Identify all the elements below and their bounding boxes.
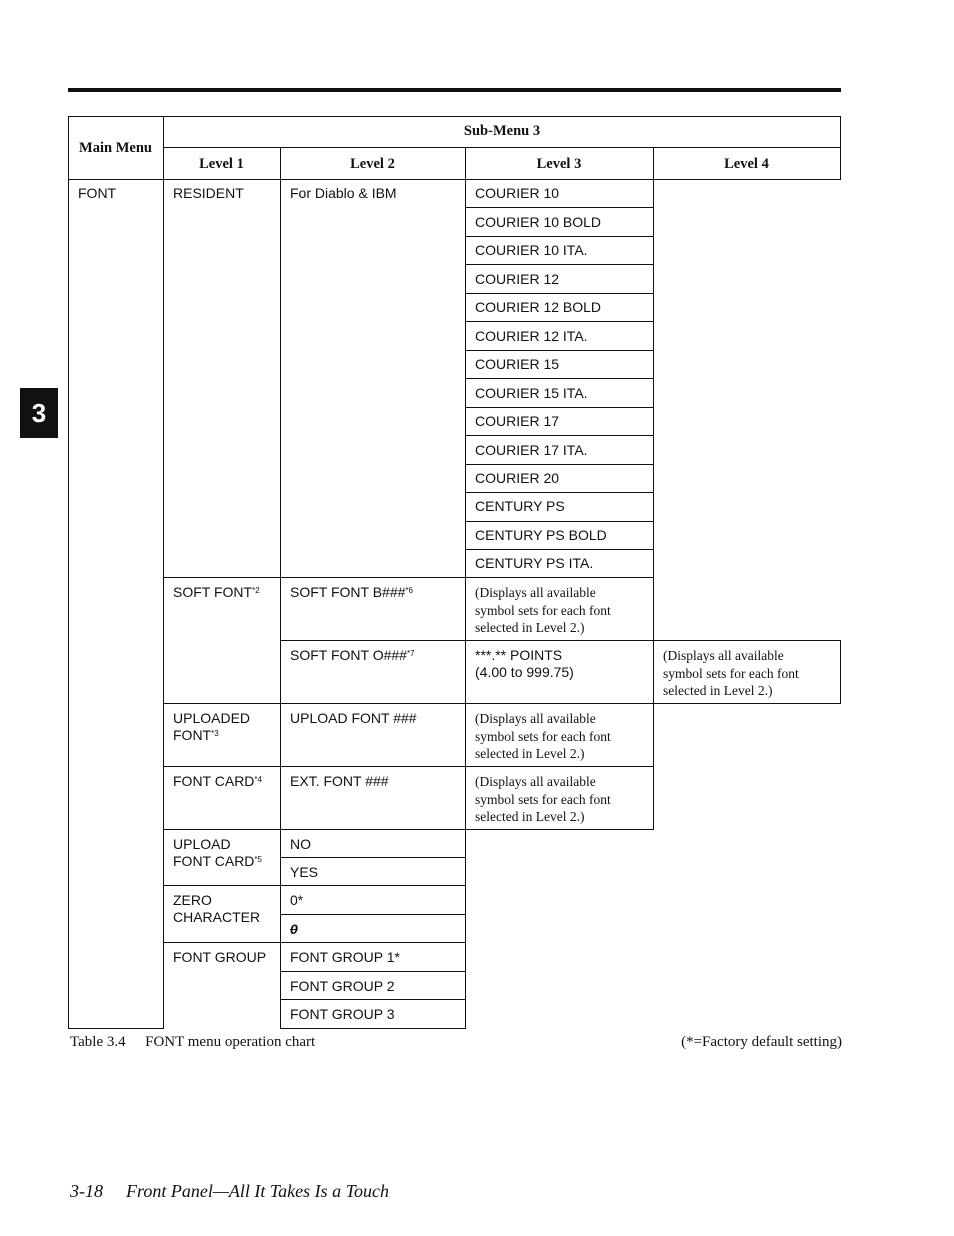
table-line [465, 293, 654, 294]
caption-label: Table 3.4 [70, 1034, 126, 1050]
level3-soft-font-b-note [475, 584, 611, 637]
table-line [68, 1028, 164, 1029]
table-line [280, 971, 466, 972]
font-card-label: FONT CARD [173, 773, 255, 789]
table-line [280, 857, 466, 858]
header-level-2: Level 2 [350, 156, 395, 172]
table-line [68, 116, 841, 117]
zero-character-line2: CHARACTER [173, 909, 261, 925]
table-line [163, 942, 466, 943]
header-level-4: Level 4 [724, 156, 769, 172]
table-line [280, 914, 466, 915]
level4-soft-font-o-note [663, 647, 799, 700]
table-line [465, 435, 654, 436]
table-line [465, 264, 654, 265]
table-line [163, 577, 654, 578]
table-line [465, 321, 654, 322]
page-footer [70, 1181, 389, 1202]
table-line [68, 116, 69, 1029]
level1-upload-font-card [173, 836, 262, 870]
note-line: symbol sets for each font [475, 791, 611, 807]
points-range: (4.00 to 999.75) [475, 664, 574, 680]
level1-resident: RESIDENT [173, 185, 244, 201]
note-line: symbol sets for each font [663, 665, 799, 681]
table-line [465, 549, 654, 550]
resident-font-item: COURIER 12 [475, 271, 560, 287]
level1-soft-font [173, 584, 260, 601]
table-line [465, 378, 654, 379]
table-line [465, 521, 654, 522]
header-level-3: Level 3 [536, 156, 582, 172]
resident-font-item: COURIER 10 [475, 185, 560, 201]
header-main-menu: Main Menu [79, 140, 152, 156]
caption-title: FONT menu operation chart [145, 1034, 316, 1050]
option-zero-slashed [290, 921, 298, 938]
option-font-group: FONT GROUP 3 [290, 1006, 395, 1022]
zero-character-line1: ZERO [173, 892, 212, 908]
table-line [465, 179, 466, 1029]
option-font-group: FONT GROUP 1* [290, 949, 400, 965]
table-line [163, 179, 164, 1029]
note-line: (Displays all available [475, 585, 596, 600]
table-line [280, 999, 466, 1000]
resident-font-item: COURIER 10 ITA. [475, 242, 588, 258]
soft-font-label: SOFT FONT [173, 584, 253, 600]
option-font-group: FONT GROUP 2 [290, 978, 395, 994]
table-line [465, 350, 654, 351]
note-line: symbol sets for each font [475, 728, 611, 744]
upload-font-card-line2 [173, 853, 262, 870]
table-line [840, 640, 841, 704]
resident-font-item: COURIER 20 [475, 470, 560, 486]
table-line [163, 766, 654, 767]
note-line: (Displays all available [475, 774, 596, 789]
resident-font-item: COURIER 12 ITA. [475, 328, 588, 344]
uploaded-font-line1: UPLOADED [173, 710, 251, 726]
note-line: selected in Level 2.) [663, 683, 773, 698]
table-line [465, 207, 654, 208]
table-line [280, 640, 841, 641]
level2-ext-font: EXT. FONT ### [290, 773, 389, 789]
resident-font-item: COURIER 17 [475, 413, 560, 429]
table-line [465, 407, 654, 408]
level2-diablo-ibm: For Diablo & IBM [290, 185, 397, 201]
top-rule [68, 88, 841, 92]
note-line: (Displays all available [663, 648, 784, 663]
level1-font-group: FONT GROUP [173, 949, 267, 965]
upload-font-card-label: FONT CARD [173, 853, 255, 869]
resident-font-item: COURIER 15 [475, 356, 560, 372]
note-line: (Displays all available [475, 711, 596, 726]
table-line [163, 147, 841, 148]
table-line [465, 492, 654, 493]
table-line [280, 1028, 466, 1029]
note-line: symbol sets for each font [475, 602, 611, 618]
footnote-ref: *7 [406, 649, 415, 658]
level2-soft-font-o [290, 647, 415, 664]
level3-font-card-note [475, 773, 611, 826]
note-line: selected in Level 2.) [475, 809, 585, 824]
table-caption [70, 1034, 315, 1051]
level1-zero-character [173, 892, 260, 926]
level2-soft-font-b [290, 584, 413, 601]
section-tab: 3 [20, 388, 58, 438]
soft-font-b-label: SOFT FONT B### [290, 584, 406, 600]
note-line: selected in Level 2.) [475, 746, 585, 761]
resident-font-item: CENTURY PS ITA. [475, 555, 594, 571]
footnote-ref: *4 [254, 775, 262, 784]
uploaded-font-line2 [173, 727, 250, 744]
table-line [465, 464, 654, 465]
option-yes: YES [290, 864, 319, 880]
footnote-ref: *3 [211, 729, 219, 738]
resident-font-item: CENTURY PS [475, 498, 565, 514]
option-no: NO [290, 836, 311, 852]
slashed-zero-glyph: 0 [290, 921, 298, 937]
footnote-ref: *2 [252, 586, 260, 595]
soft-font-o-label: SOFT FONT O### [290, 647, 407, 663]
table-line [163, 885, 466, 886]
level3-uploaded-font-note [475, 710, 611, 763]
table-line [653, 179, 654, 829]
level1-uploaded-font [173, 710, 250, 744]
main-menu-font: FONT [78, 185, 117, 201]
uploaded-font-label: FONT [173, 727, 212, 743]
resident-font-item: COURIER 12 BOLD [475, 299, 602, 315]
resident-font-item: CENTURY PS BOLD [475, 527, 607, 543]
level1-font-card [173, 773, 262, 790]
header-sub-menu: Sub-Menu 3 [463, 123, 541, 139]
table-line [465, 236, 654, 237]
resident-font-item: COURIER 15 ITA. [475, 385, 588, 401]
table-line [280, 179, 281, 1029]
option-zero-default: 0* [290, 892, 304, 908]
table-line [163, 703, 841, 704]
footnote-ref: *6 [405, 586, 413, 595]
page-number: 3-18 [70, 1181, 103, 1201]
footnote-ref: *5 [254, 855, 262, 864]
table-line [163, 829, 654, 830]
header-level-1: Level 1 [199, 156, 244, 172]
upload-font-card-line1: UPLOAD [173, 836, 231, 852]
resident-font-item: COURIER 10 BOLD [475, 214, 602, 230]
points-value: ***.** POINTS [475, 647, 563, 663]
level2-upload-font: UPLOAD FONT ### [290, 710, 417, 726]
note-line: selected in Level 2.) [475, 620, 585, 635]
resident-font-item: COURIER 17 ITA. [475, 442, 588, 458]
default-setting-note: (*=Factory default setting) [681, 1034, 842, 1050]
chapter-title: Front Panel—All It Takes Is a Touch [126, 1181, 390, 1201]
table-line [68, 179, 841, 180]
level3-points [475, 647, 574, 681]
